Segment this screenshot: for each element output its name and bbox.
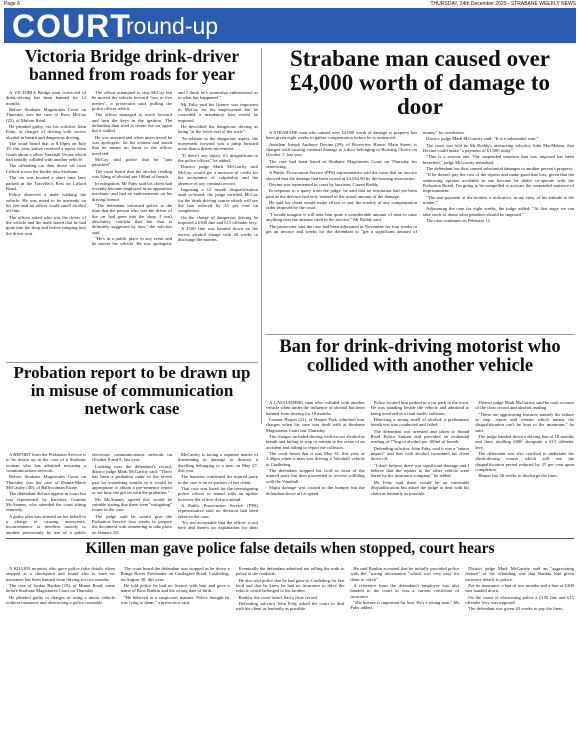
article-paragraph: "He's in a public place in any event and he moves the vehicle. He was apologetic and I think he's somewhat embarrassed as to what has happened." bbox=[92, 90, 258, 247]
article-paragraph: Harper has 26 weeks to discharge the fines. bbox=[478, 473, 559, 479]
article-paragraph: A VICTORIA Bridge man convicted of drink-driving has been banned for 12 months. bbox=[6, 90, 86, 106]
article-paragraph: The officer attempted to stop McCay but he moved the vehicle forward "two to five metres", a prosecutor said, pulling the police officer with it. bbox=[92, 90, 172, 112]
article-paragraph: "The defendant informed police at the time that the person who was the driver of the car had gone into the shop. I can't absolutely confirm that but that is definitely suggested by him," the solicitor said. bbox=[92, 202, 172, 235]
article-paragraph: The offending car then drove off from Lifford across the border into Strabane. bbox=[6, 163, 86, 174]
story5-body bbox=[6, 566, 574, 732]
article-paragraph: Imposing a 12 month disqualification until re-tested, the judge certified McCay for the drink-driving course which will see the ban reduced by 25 per cent on completion. bbox=[178, 186, 258, 214]
column-divider bbox=[261, 48, 262, 424]
section-title: COURT bbox=[12, 8, 131, 44]
story5-headline: Killen man gave police false details when stopped, court hears bbox=[85, 540, 495, 557]
article-paragraph: McCay told police that he "just panicked". bbox=[92, 157, 172, 168]
story-divider bbox=[6, 538, 574, 539]
article-paragraph: Jonathan Joseph Anthony Devine (29), of Riverview House, Main Street, is charged with causing criminal damage to a door belonging to Housing Choice on October 7, last year. bbox=[266, 141, 417, 158]
article-paragraph: A CASTLEDERG man who collided with another vehicle when under the influence of alcohol has been banned from driving for 18 months. bbox=[266, 400, 365, 416]
article-paragraph: The defendant was arrested and taken to Strand Road Police Station and provided an evidential reading of 77mg of alcohol per 100ml of breath. bbox=[370, 428, 470, 445]
article-paragraph: The defendant has thus caused substantial damages to another person's property. bbox=[426, 166, 574, 172]
page-number: Page 6 bbox=[4, 1, 20, 7]
section-banner bbox=[4, 8, 576, 43]
article-paragraph: For no insurance, a ban of two months and a fine of £300 was handed down. bbox=[465, 583, 574, 594]
article-paragraph: The court was told by Mr Roddy's instructing solicitor, John MacMahon, that Devine could make "a payment of £1,000 today". bbox=[423, 142, 574, 154]
section-subtitle: round-up bbox=[126, 13, 219, 39]
story-divider bbox=[266, 334, 574, 335]
article-paragraph: He described the dangerous driving as being "at the lower end of the scale". bbox=[178, 124, 258, 135]
article-paragraph: "It's not acceptable that the officer is not here and there's no explanation for their bbox=[178, 520, 258, 531]
article-paragraph: He pleaded guilty to charges of using a motor vehicle without insurance and obstructing a police constable. bbox=[6, 594, 115, 606]
story2-headline: Strabane man caused over £4,000 worth of damage to door bbox=[289, 46, 551, 120]
article-paragraph: Defending solicitor John Fahy asked the court to deal with his client as leniently as possible. bbox=[235, 601, 345, 612]
article-paragraph: In mitigation, Mr Fahy said his client had recently become employed in an apprentice mechanic and had no endorsements on his driving licence. bbox=[92, 180, 172, 202]
article-paragraph: He said his client would make efforts to pay the totality of any compensation order imposed by the court. bbox=[266, 200, 417, 211]
article-paragraph: Ms McAnaney agreed this would be suitable stating that there were "mitigating" issues in the case. bbox=[92, 496, 172, 513]
story4-body bbox=[266, 400, 574, 535]
article-paragraph: "These are aggravating features, namely the failure to stop, report and remain which means the disqualification can't be kept to the minimum," he said. bbox=[475, 411, 574, 433]
article-paragraph: The officer managed to reach forward and turn the keys in the ignition. The defendant then tried to restart the car again but it stalled. bbox=[92, 112, 172, 134]
article-paragraph: Police located him parked in a car park in the town. He was standing beside the vehicle and admitted to being involved in a road traffic collision. bbox=[370, 400, 470, 416]
article-paragraph: "This is a serious one. The suspended sentence that was imposed has been breached," judge McGarrity remarked. bbox=[423, 154, 574, 165]
date-line: THURSDAY, 24th December 2020 - STRABANE WEEKLY NEWS bbox=[430, 1, 576, 7]
article-paragraph: The case continues on February 11. bbox=[426, 218, 492, 224]
article-paragraph: District judge Mark McGarrity said McCay would get a measure of credit for his acceptance of culpability and the absence of any criminal record. bbox=[178, 164, 258, 186]
article-paragraph: The officer asked who was the driver of the vehicle and the male stated that he had gone into the shop and before jumping into the driver seat. bbox=[6, 214, 86, 236]
article-paragraph: "If he doesn't pay the cost of the repairs and make good that loss, given that the sentencing options available to me become he didn't co-operate with the Probation Board, I'm going to be compelled to activate the suspended sentence of imprisonment. bbox=[423, 172, 574, 194]
article-paragraph: He pleaded guilty, via his solicitor John Fahy, to charges of driving with excess alcohol in breath and dangerous driving. bbox=[6, 124, 86, 140]
article-paragraph: "I would imagine it will take him quite a considerable amount of time to raise anything near the amount cited in the invoice," Mr Roddy said. bbox=[266, 211, 417, 223]
article-paragraph: A STRABANE man who caused over £4,000 worth of damage to property has been given eight weeks to gather compensation before he is sentenced. bbox=[266, 130, 417, 141]
article-paragraph: The defendant did not appear in court but was represented by barrister, Grainne McAnaney, who attended the court sitting remotely. bbox=[6, 491, 86, 513]
article-paragraph: The barrister confirmed the injured party in the case is an ex-partner of her client. bbox=[178, 474, 258, 485]
article-paragraph: The defendant was given 20 weeks to pay the fines. bbox=[468, 606, 564, 612]
article-paragraph: Devine was represented in court by barrister, Ciaran Roddy. bbox=[269, 182, 379, 188]
article-paragraph: The case of Jordan Rankin (19), of Muner Road, came before Strabane Magistrates Court on Thursday. bbox=[6, 583, 115, 594]
article-paragraph: The court heard that the alcohol reading was 92mg of alcohol per 100ml of breath. bbox=[92, 168, 172, 180]
article-paragraph: Police observed a male walking the vehicle. He was noted to be unsteady on his feet and an officer could smell alcohol off him. bbox=[6, 192, 86, 214]
article-paragraph: That case was listed for the investigating police officer to attend with an update however the officer did not attend. bbox=[178, 486, 258, 502]
article-paragraph: A Public Prosecution Service (PPS) representative told the court that an invoice showed that the damage had been costed at £4,044.90 by the housing association. bbox=[266, 170, 417, 181]
article-paragraph: The defendant stopped his Golf in front of the injured party but then proceeded to reverse colliding with the Vauxhall. bbox=[266, 468, 365, 484]
article-paragraph: A £100 fine was handed down on the excess alcohol charge with 20 weeks to discharge the monies. bbox=[178, 226, 258, 242]
article-paragraph: The car was located a short time later parked in the Traveller's Rest on Lifford Road. bbox=[6, 175, 86, 191]
article-paragraph: The case had been listed at Strabane Magistrates Court on Thursday for sentencing. bbox=[266, 158, 417, 170]
article-paragraph: "His licence is important for him. He's a young man," Mr Fahy added. bbox=[350, 600, 460, 611]
article-paragraph: The defendant was also certified to undertake the drink-driving course which will see the disqualification period reduced by 25 per cent upon completion. bbox=[475, 451, 574, 473]
article-paragraph: Detecting a strong smell of alcohol, a preliminary breath test was conducted and failed. bbox=[370, 417, 470, 428]
article-paragraph: The court heard that it was May 31, this year, at 1.40pm when a man was driving a Vauxhall vehicle in Castlederg. bbox=[266, 451, 365, 467]
article-paragraph: Eventually the defendant admitted not telling the truth to police at the roadside. bbox=[235, 566, 345, 577]
article-paragraph: Connor Harper (21), of Harper Park, admitted four charges when his case was dealt with at Strabane Magistrates Court last Thursday. bbox=[266, 417, 365, 433]
story3-headline: Probation report to be drawn up in misuse of communication network case bbox=[13, 363, 251, 418]
article-paragraph: Before Strabane Magistrates Court on Thursday was the case of Donna-Marie McCauley (40), of Ballycolman Estate. bbox=[6, 474, 86, 491]
story2-body bbox=[266, 130, 574, 330]
article-paragraph: A Public Prosecution Service (PPS) representative said no decision had been taken in the case. bbox=[178, 503, 258, 519]
article-paragraph: The charges included driving with excess alcohol in breath and failing to stop or remain at the scene of an accident and failing to report the collision. bbox=[266, 434, 365, 450]
article-paragraph: "The non-payment of the monies is indicative, in my view, of his attitude to the matter." bbox=[423, 194, 574, 206]
article-paragraph: In response to a query from the judge, he said that no restitution had yet been paid as the defence had only learned of the actual amount of the damage. bbox=[266, 188, 417, 199]
story1-body bbox=[6, 90, 258, 360]
story1-headline: Victoria Bridge drink-driver banned from roads for year bbox=[24, 46, 240, 85]
article-paragraph: A guilty plea was entered on her behalf to a charge of causing annoyance, inconvenience or needless anxiety to another persistently by use of a public electronic communications network on October 8 and 9, last year. bbox=[6, 452, 172, 535]
article-paragraph: Rankin, the court heard, had a clear record. bbox=[238, 594, 318, 600]
article-paragraph: Defending solicitor, John Fahy, said it was a "minor impact" and that with alcohol consumed his client drove off. bbox=[370, 445, 470, 462]
article-paragraph: A REPORT from the Probation Service is to be drawn up in the case of a Strabane woman who has admitted misusing a communications network. bbox=[6, 452, 86, 474]
article-paragraph: Adjourning the case for eight weeks, the judge added: "At that stage we can take stock of about what penalties should be imposed." bbox=[423, 206, 574, 217]
article-paragraph: McCauley is facing a separate matter of threatening to damage or destroy a dwelling belonging to a man on May 27, this year. bbox=[178, 452, 258, 474]
article-paragraph: "In relation to the dangerous aspect, the movement forward was a jump forward more than a driven movement. bbox=[178, 135, 258, 152]
article-paragraph: He told police he had no licence with him and gave a name of Ross Rankin and the wrong date of birth. bbox=[120, 583, 230, 594]
article-paragraph: He also told police that he had gone to Castlederg for fast food and that he knew he had no insurance to drive the vehicle which belonged to his brother. bbox=[235, 577, 345, 594]
article-paragraph: District judge Mark McGarrity said: "It is a substantial sum." bbox=[426, 136, 539, 142]
article-paragraph: Looking over the defendant's record, district judge Mark McGarrity said: "There has been a probation order in the recent past for something similar so it would be appropriate to obtain a pre-sentence report to see how she got on with the probation." bbox=[92, 463, 172, 496]
story3-body bbox=[6, 452, 258, 536]
article-paragraph: The judge said he would give the Probation Service four weeks to prepare the document with sentencing to take place on January 28. bbox=[92, 513, 172, 535]
article-paragraph: District judge Mark McGarrity said he took account of the clear record and alcohol reading. bbox=[475, 400, 574, 411]
article-paragraph: He was arrested and when interviewed he was apologetic for his actions and stated that he meant no harm to the officer involved. bbox=[92, 134, 172, 156]
article-paragraph: On the count of obstructing police a £150 fine and £15 offender levy was imposed. bbox=[465, 594, 574, 606]
article-paragraph: Mr Fahy said his licence was important to McCay for his employment but he conceded a mandatory ban would be imposed. bbox=[178, 101, 258, 123]
article-paragraph: The judge handed down a driving ban of 18 months and fines totalling £600 alongside a £15 offender levy. bbox=[475, 434, 574, 450]
article-paragraph: On the charge of dangerous driving he imposed a £300 fine and £15 offender levy. bbox=[178, 214, 258, 225]
article-paragraph: District judge Mark McGarrity said an "aggravating feature" of the offending was that Rankin had given incorrect details to police. bbox=[465, 566, 574, 582]
story4-headline: Ban for drink-driving motorist who collided with another vehicle bbox=[279, 337, 561, 377]
article-paragraph: "He behaved in a suspicious manner. Police thought he was lying to them," a prosecutor said. bbox=[120, 594, 230, 606]
article-paragraph: The court heard that at 8.10pm on July 19, this year, police received a report from Gurth about a silver Vauxhall Vectra which had serially collided with another vehicle. bbox=[6, 141, 86, 163]
article-paragraph: "I don't believe there was significant damage and I believe that the repairs to the other vehicle were borne by his insurance company," he added. bbox=[370, 462, 470, 479]
article-paragraph: Before Strabane Magistrates Court on Thursday was the case of Ross McCay (25), of Mulvin Road. bbox=[6, 107, 86, 123]
article-paragraph: He said Rankin accepted that he initially provided police with the "wrong information "which was very easy for them to check". bbox=[350, 566, 460, 582]
article-paragraph: "If there's any injury, it's insignificant to the police officer," he added. bbox=[178, 152, 258, 164]
article-paragraph: The court heard the defendant was stopped as he drove a Range Rover Freelander on Castlegore Road, Castlederg, on August 30, this year. bbox=[120, 566, 230, 582]
article-paragraph: Slight damage was caused to the bumper but the defendant drove off at speed. bbox=[266, 485, 365, 496]
article-paragraph: A KILLEN motorist who gave police false details when stopped at a checkpoint and found also to have no insurance has been banned from driving for two months. bbox=[6, 566, 115, 582]
article-paragraph: Mr Fahy said there would be an inevitable disqualification but asked the judge to deal with his client as leniently as possible. bbox=[370, 479, 470, 496]
article-paragraph: A reference from the defendant's employer was also handed to the court as was a current certificate of insurance. bbox=[350, 583, 460, 599]
article-paragraph: The prosecutor said the case had been adjourned in November for four weeks to get an invoice and weeks for the defendant to "get a significant amount of money" for restitution. bbox=[266, 130, 465, 234]
